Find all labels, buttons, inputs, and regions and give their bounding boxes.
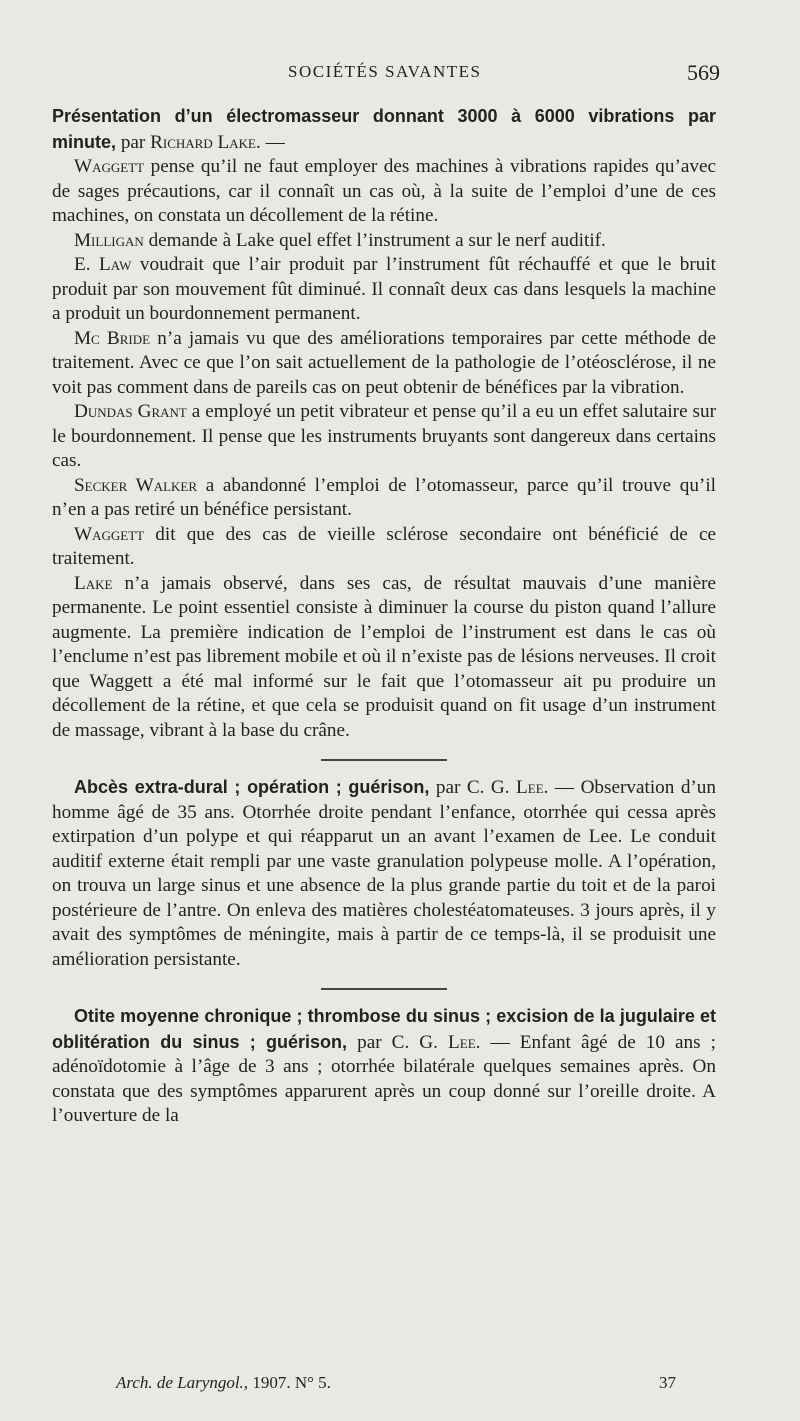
journal-issue: 1907. N° 5.	[248, 1373, 331, 1392]
speaker-name: Lake	[74, 572, 113, 594]
paragraph-text: voudrait que l’air produit par l’instrument fût réchauffé et que le bruit produit par son mouvement fût diminué. Il connaît deux cas dans lesquels la machine a produit un bourdonnement permanent.	[52, 254, 716, 324]
article-paragraph	[52, 1004, 716, 1129]
paragraph-text: n’a jamais vu que des améliorations temporaires par cette méthode de traitement. Avec ce que l’on sait actuellement de la pathologie de l’otéosclérose, il ne voit pas comment dans de pareils cas on peut obtenir de bénéfices par la vibration.	[52, 327, 717, 398]
speaker-name: Secker Walker	[74, 474, 198, 496]
author-prefix: par C. G.	[347, 1031, 449, 1053]
paragraph-text: pense qu’il ne faut employer des machines à vibrations rapides qu’avec de sages précautions, car il connaît un cas où, à la suite de l’emploi d’une de ces machines, on constata un décollement de la rétine.	[52, 156, 716, 226]
discussion-paragraph	[52, 327, 716, 401]
section-divider	[321, 988, 447, 990]
author-prefix: par	[116, 131, 151, 153]
page-number: 569	[687, 60, 720, 85]
discussion-paragraph	[52, 253, 716, 327]
article-paragraph	[52, 775, 716, 972]
paragraph-text: n’a jamais observé, dans ses cas, de résultat mauvais d’une manière permanente. Le point essentiel consiste à diminuer la course du piston quand l’allure augmente. La première indication de l’emploi de l’instrument est dans le cas où l’enclume n’est pas librement mobile et où il n’existe pas de lésions nerveuses. Il croit que Waggett a été mal informé sur le fait que l’otomasseur ait pu produire un décollement de la rétine, et que cela se produisit quand on fit usage d’un instrument de massage, vibrant à la base du crâne.	[52, 572, 716, 741]
author-name: Richard Lake	[150, 131, 256, 153]
paragraph-text: . — Enfant âgé de 10 ans ; adénoïdotomie à l’âge de 3 ans ; otorrhée bilatérale quelques semaines après. On constata que des symptômes apparurent après un coup donné sur l’oreille droite. A l’ouverture de la	[52, 1031, 716, 1126]
paragraph-text: demande à Lake quel effet l’instrument a sur le nerf auditif.	[143, 229, 606, 251]
speaker-name: Waggett	[74, 523, 145, 545]
paragraph-text: a employé un petit vibrateur et pense qu’il a eu un effet salutaire sur le bourdonnement. Il pense que les instruments bruyants sont dangereux dans certains cas.	[52, 401, 716, 471]
discussion-paragraph	[52, 474, 716, 523]
author-suffix: . —	[255, 131, 285, 153]
article-heading: Otite moyenne chronique ; thrombose du sinus ; excision de la jugulaire et oblitération du sinus ; guérison,	[52, 1006, 716, 1052]
page-footer	[116, 1373, 676, 1399]
discussion-paragraph	[52, 400, 716, 474]
article-heading: Abcès extra-dural ; opération ; guérison,	[74, 777, 430, 797]
discussion-paragraph	[52, 572, 716, 744]
author-prefix: par C. G.	[429, 777, 517, 798]
article-heading-paragraph	[52, 104, 716, 155]
speaker-name: E. Law	[74, 254, 132, 275]
paragraph-text: a abandonné l’emploi de l’otomasseur, parce qu’il trouve qu’il n’en a pas retiré un bénéfice persistant.	[52, 474, 716, 520]
paragraph-text: dit que des cas de vieille sclérose secondaire ont bénéficié de ce traitement.	[52, 523, 716, 569]
journal-name: Arch. de Laryngol.,	[116, 1373, 249, 1392]
discussion-paragraph	[52, 155, 716, 229]
section-divider	[321, 759, 447, 761]
paragraph-text: . — Observation d’un homme âgé de 35 ans. Otorrhée droite pendant l’enfance, otorrhée qui cessa après extirpation d’un polype et qui réapparut un an avant l’examen de Lee. Le conduit auditif externe était rempli par une vaste granulation polypeuse molle. A l’opération, on trouva un large sinus et une absence de la plus grande partie du toit et de la paroi postérieure de l’antre. On enleva des matières cholestéatomateuses. 3 jours après, il y avait des symptômes de méningite, mais à partir de ce temps-là, il se produisit une amélioration persistante.	[52, 777, 716, 970]
speaker-name: Mc Bride	[74, 327, 151, 349]
speaker-name: Dundas Grant	[74, 401, 187, 422]
discussion-paragraph	[52, 523, 716, 572]
article-electromasseur	[52, 104, 716, 743]
running-head	[52, 60, 720, 90]
journal-reference	[116, 1373, 331, 1393]
discussion-paragraph	[52, 229, 716, 254]
author-name: Lee	[516, 777, 544, 798]
article-abces-extra-dural	[52, 775, 716, 972]
speaker-name: Milligan	[74, 229, 144, 251]
page-body	[52, 104, 716, 1129]
article-otite-moyenne	[52, 1004, 716, 1129]
author-name: Lee	[448, 1031, 476, 1053]
signature-mark: 37	[659, 1373, 676, 1392]
running-head-title: SOCIÉTÉS SAVANTES	[288, 62, 482, 81]
article-heading: Présentation d’un électromasseur donnant 3000 à 6000 vibrations par minute,	[52, 106, 716, 152]
speaker-name: Waggett	[74, 156, 145, 177]
